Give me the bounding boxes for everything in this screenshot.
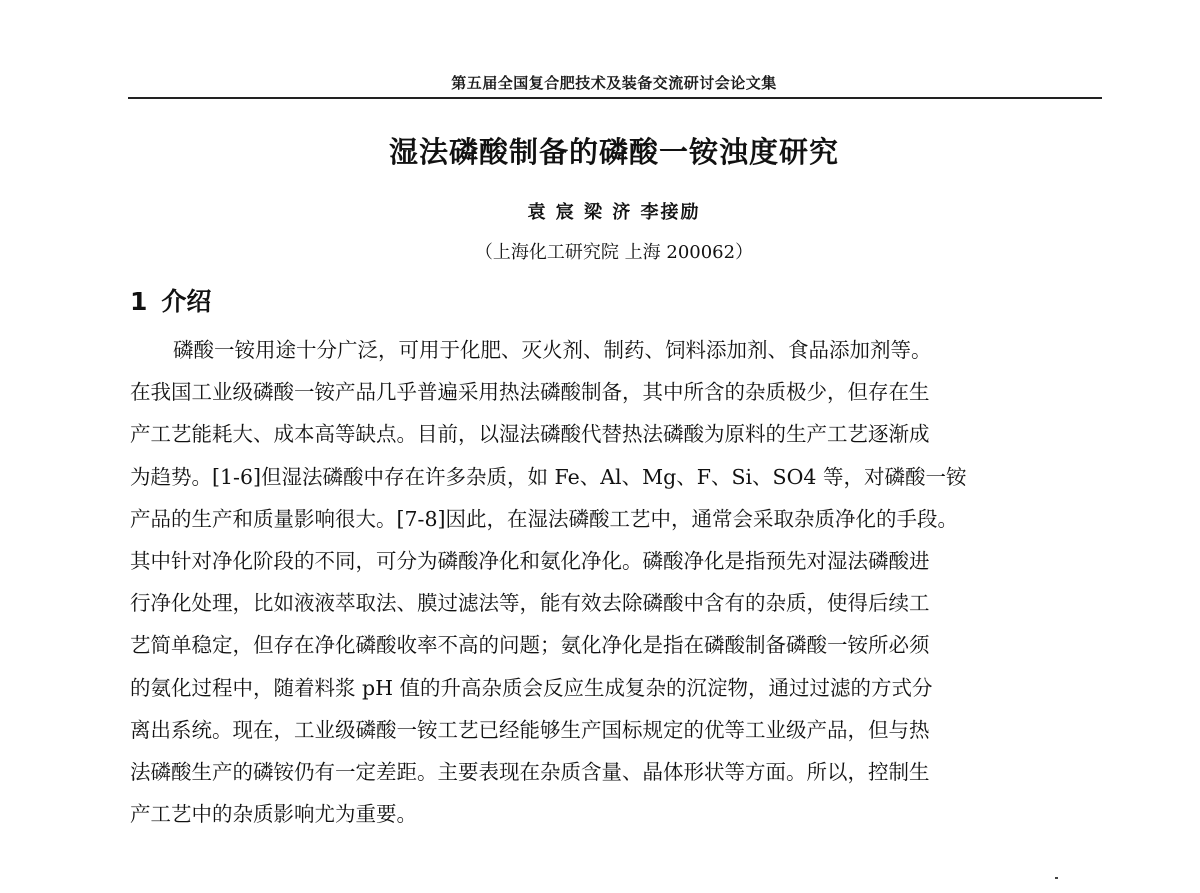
paper-title: 湿法磷酸制备的磷酸一铵浊度研究 (388, 135, 839, 169)
paragraph-line: 离出系统。现在，工业级磷酸一铵工艺已经能够生产国标规定的优等工业级产品，但与热 (130, 717, 930, 742)
header-rule (128, 97, 1102, 99)
paragraph-line: 为趋势。[1-6]但湿法磷酸中存在许多杂质，如 Fe、Al、Mg、F、Si、SO4 等，对磷酸一铵 (130, 464, 967, 489)
paragraph-line: 在我国工业级磷酸一铵产品几乎普遍采用热法磷酸制备，其中所含的杂质极少，但存在生 (130, 380, 930, 405)
author-list: 袁 宸 梁 济 李接励 (527, 202, 701, 223)
paragraph-line: 艺简单稳定，但存在净化磷酸收率不高的问题；氨化净化是指在磷酸制备磷酸一铵所必须 (130, 633, 930, 658)
paragraph-line: 的氨化过程中，随着料浆 pH 值的升高杂质会反应生成复杂的沉淀物，通过过滤的方式分 (130, 675, 933, 700)
paragraph-line: 法磷酸生产的磷铵仍有一定差距。主要表现在杂质含量、晶体形状等方面。所以，控制生 (130, 759, 930, 784)
running-header: 第五届全国复合肥技术及装备交流研讨会论文集 (451, 74, 777, 92)
paragraph-line: 行净化处理，比如液液萃取法、膜过滤法等，能有效去除磷酸中含有的杂质，使得后续工 (130, 591, 930, 616)
affiliation: （上海化工研究院 上海 200062） (474, 242, 754, 263)
paragraph-line: 产工艺中的杂质影响尤为重要。 (130, 802, 417, 827)
paragraph (130, 329, 1105, 835)
section-heading (130, 282, 211, 318)
section-title: 介绍 (161, 287, 212, 316)
section-number: 1 (130, 287, 148, 316)
paragraph-line: 产品的生产和质量影响很大。[7-8]因此，在湿法磷酸工艺中，通常会采取杂质净化的手段。 (130, 506, 959, 531)
paragraph-line: 产工艺能耗大、成本高等缺点。目前，以湿法磷酸代替热法磷酸为原料的生产工艺逐渐成 (130, 422, 930, 447)
scan-artifact (1055, 877, 1058, 879)
paragraph-line: 磷酸一铵用途十分广泛，可用于化肥、灭火剂、制药、饲料添加剂、食品添加剂等。 (173, 338, 932, 362)
paragraph-line: 其中针对净化阶段的不同，可分为磷酸净化和氨化净化。磷酸净化是指预先对湿法磷酸进 (130, 548, 930, 573)
